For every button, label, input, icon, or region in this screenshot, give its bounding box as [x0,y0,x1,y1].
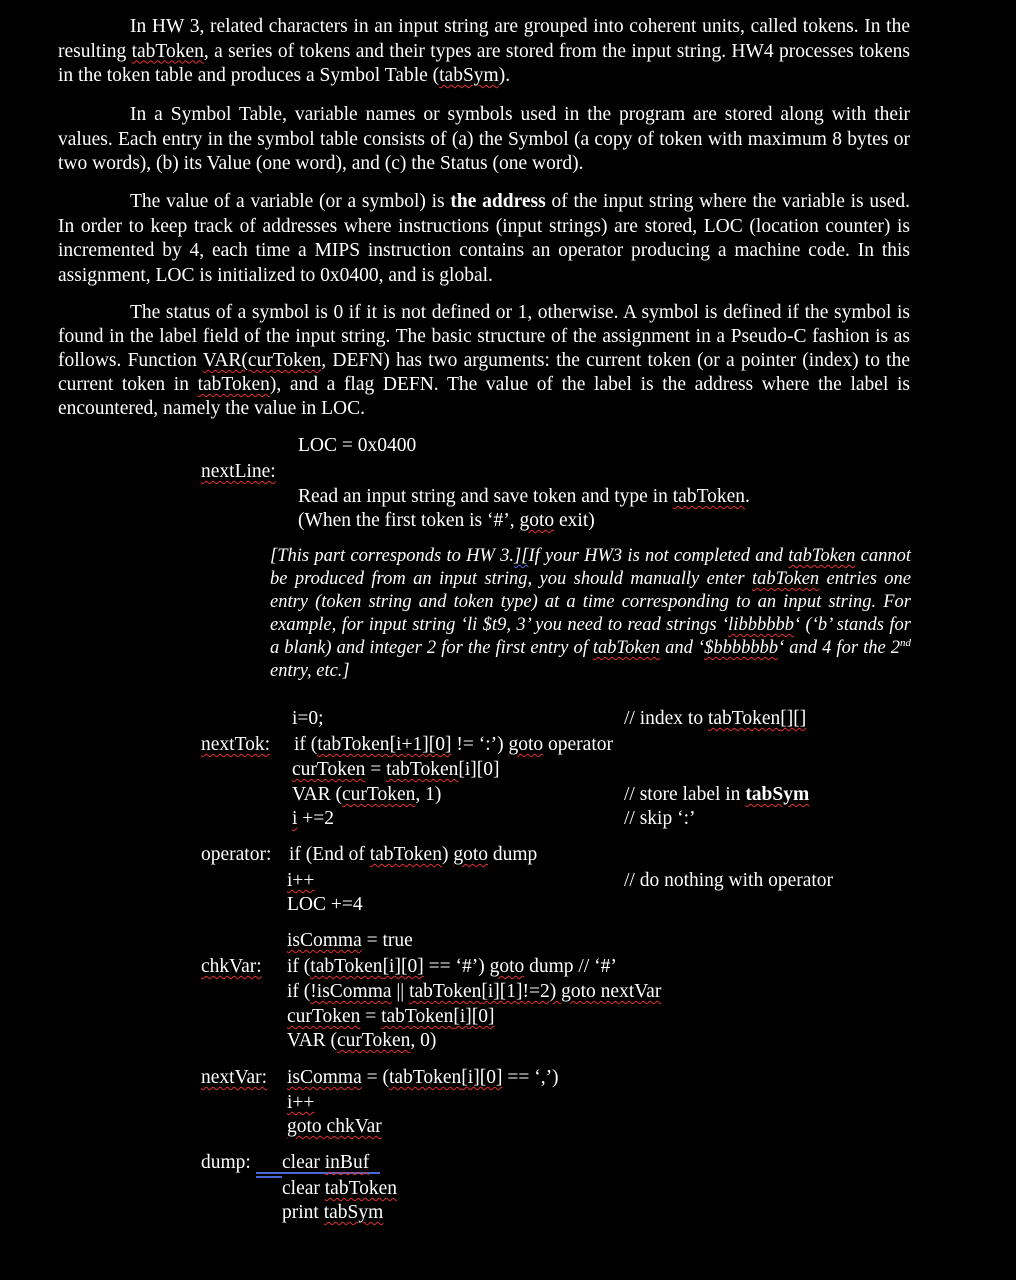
text: In a Symbol Table, variable names or symbols used in the program are stored along with their values. Each entry in the symbol table consists of (a) the Symbol (a copy of token with maximum 8 bytes or two words), (b) its Value (one word), and (c) the Status (one word). [58,104,910,174]
nextvar-label [201,1066,267,1090]
text: goto chkVar [287,1116,382,1137]
i-init-line [292,707,324,731]
text: tabToken [324,1178,398,1199]
text: // skip ‘:’ [624,808,696,829]
text: of the input string where the variable is used. In order to keep track of addresses where instructions (input strings) are stored, LOC (location counter) is incremented by 4, each time a MIPS instruction contains an operator producing a machine code. In this assignment, LOC is initialized to 0x0400, and is global. [58,191,910,286]
text: curToken [337,1030,411,1051]
text: The status of a symbol is 0 if it is not defined or 1, otherwise. A symbol is defined if the symbol is found in the label field of the input string. The basic structure of the assignment in a Pseudo-C fashion is as follows. Function [58,302,910,371]
text: In HW 3, related characters in an input string are grouped into coherent units, called tokens. In the resulting [58,16,910,62]
goto-chkvar-line [287,1115,382,1139]
text: entries one entry (token string and token type) at a time corresponding to an input string. For example, for input string ‘li $t9, 3’ you need to read strings ‘ [270,569,912,635]
text: goto [489,956,525,977]
paragraph-status [58,301,910,421]
text: tabToken [707,708,781,729]
text: VAR ( [292,784,343,805]
text: == ‘#’) [423,956,490,977]
text: [i+1][0] [389,734,452,755]
text: dump [488,844,538,865]
text: [i][0] [453,1006,495,1027]
text: ), and a flag DEFN. The value of the label is the address where the label is encountered, namely the value in LOC. [58,374,910,419]
text: // do nothing with operator [624,870,834,891]
var-call-2 [287,1029,436,1053]
text: = [360,1006,382,1027]
text: = [365,759,387,780]
text: if ( [287,956,311,977]
text: = ( [361,1067,390,1088]
text: i=0; [292,708,324,729]
text: ) [441,844,454,865]
nextline-label [201,460,276,484]
if-end-line [289,843,537,867]
text: chkVar: [201,956,262,977]
print-tabsym-line [282,1201,383,1225]
hw3-note [270,545,911,683]
text: curToken [292,759,366,780]
iscomma-init-line [287,929,413,953]
text: LOC = 0x0400 [298,435,417,456]
text: nextTok: [201,734,271,755]
text: operator: [201,844,272,865]
text: [i][0] [458,759,500,780]
text: tabToken [369,844,442,865]
text: tabToken [672,486,746,507]
text: if ( [294,734,318,755]
text: goto [453,844,489,865]
comment-store [624,783,809,807]
text: tabToken [197,374,270,395]
text: tabToken [592,638,661,658]
comment-skip [624,807,696,831]
text: [i][0] [382,956,424,977]
paragraph-value [58,190,910,288]
text: if (End of [289,844,370,865]
comment-index [624,707,806,731]
curtoken-line-1 [292,758,500,782]
increment-2-line [292,807,334,831]
text: clear [282,1178,325,1199]
text: LOC +=4 [287,894,363,915]
text: if ( [287,981,311,1002]
text: print [282,1202,324,1223]
nextvar-assign-line [287,1066,559,1090]
text: tabSym [439,65,499,86]
text: clear [282,1152,325,1173]
text: If your HW3 is not completed and [528,546,789,566]
dump-label [201,1151,251,1175]
text: nextLine: [201,461,276,482]
text: curToken [287,1006,361,1027]
text: goto [519,510,555,531]
text: cannot be produced from an input string, you should manually enter [270,546,911,589]
text: (When the first token is ‘#’, [298,510,520,531]
text: The value of a variable (or a symbol) is [130,191,451,212]
text: != ‘:’) [451,734,509,755]
text: tabToken [788,546,856,566]
clear-tabtoken-line [282,1177,397,1201]
text: i [292,808,298,829]
text: || [391,981,410,1002]
text: , 0) [410,1030,437,1051]
text: VAR(curToken [202,350,322,371]
if-comma-line [287,980,661,1004]
text: , a series of tokens and their types are stored from the input string. HW4 processes tokens in the token table and produces a Symbol Table ( [58,40,910,86]
loc-init-line [298,434,416,458]
read-line [298,485,750,509]
text: [][] [780,708,807,729]
text: inBuf [324,1152,370,1173]
text: !isComma [310,981,392,1002]
text: curToken [342,784,416,805]
text: isComma [287,930,362,951]
nexttok-label [201,733,270,757]
comment-nothing [624,869,833,893]
text: goto [508,734,544,755]
text: tabToken [131,40,204,62]
text: libbbbbb [728,615,794,635]
grammar-underline [256,1176,282,1178]
text: [i][1]!=2) [481,981,562,1002]
text: goto nextVar [561,981,662,1002]
text: tabToken [389,1067,462,1088]
text: operator [543,734,613,755]
paragraph-intro [58,15,910,89]
text: i++ [287,1092,315,1113]
clear-inbuf-line [282,1151,369,1175]
text: the address [450,191,546,212]
text: VAR ( [287,1030,338,1051]
text: exit) [554,510,595,531]
chkvar-label [201,955,262,979]
text: $bbbbbbb [704,638,779,658]
text: i++ [287,870,315,891]
text: and ‘ [660,638,705,658]
text: tabToken [752,569,820,589]
text: // store label in [624,784,746,805]
if-label-line [294,733,613,757]
text: Read an input string and save token and type in [298,486,673,507]
operator-label [201,843,271,867]
text: . [745,486,750,507]
text: tabSym [323,1202,384,1223]
text: entry, etc.] [270,661,350,681]
text: tabToken [381,1006,454,1027]
text: = true [361,930,413,951]
text: , 1) [415,784,442,805]
text: nd [900,636,911,649]
text: [This part corresponds to HW 3. [270,546,515,566]
text: +=2 [297,808,335,829]
increment-line-1 [287,869,314,893]
text: tabToken [317,734,390,755]
var-call-1 [292,783,441,807]
text: == ‘,’) [502,1067,559,1088]
text: , DEFN) has two arguments: the current token (or a pointer (index) to the current token in [58,350,910,395]
text: tabToken [409,981,482,1002]
text: dump // ‘#’ [524,956,617,977]
text: ‘ (‘b’ stands for a blank) and integer 2 for the first entry of [270,615,911,658]
if-hash-line [287,955,617,979]
curtoken-line-2 [287,1005,495,1029]
loc-increment-line [287,893,363,917]
text: nextVar: [201,1067,268,1088]
increment-line-2 [287,1091,314,1115]
text: // index to [624,708,708,729]
text: ). [498,65,511,86]
text: ‘ and 4 for the 2 [778,638,900,658]
text: dump: [201,1152,251,1173]
text: isComma [287,1067,362,1088]
text: tabToken [310,956,383,977]
paragraph-symbol-table [58,103,910,177]
text: [i][0] [461,1067,503,1088]
when-line [298,509,595,533]
text: tabToken [386,759,459,780]
text: tabSym [745,784,810,805]
text: ][ [514,546,529,566]
